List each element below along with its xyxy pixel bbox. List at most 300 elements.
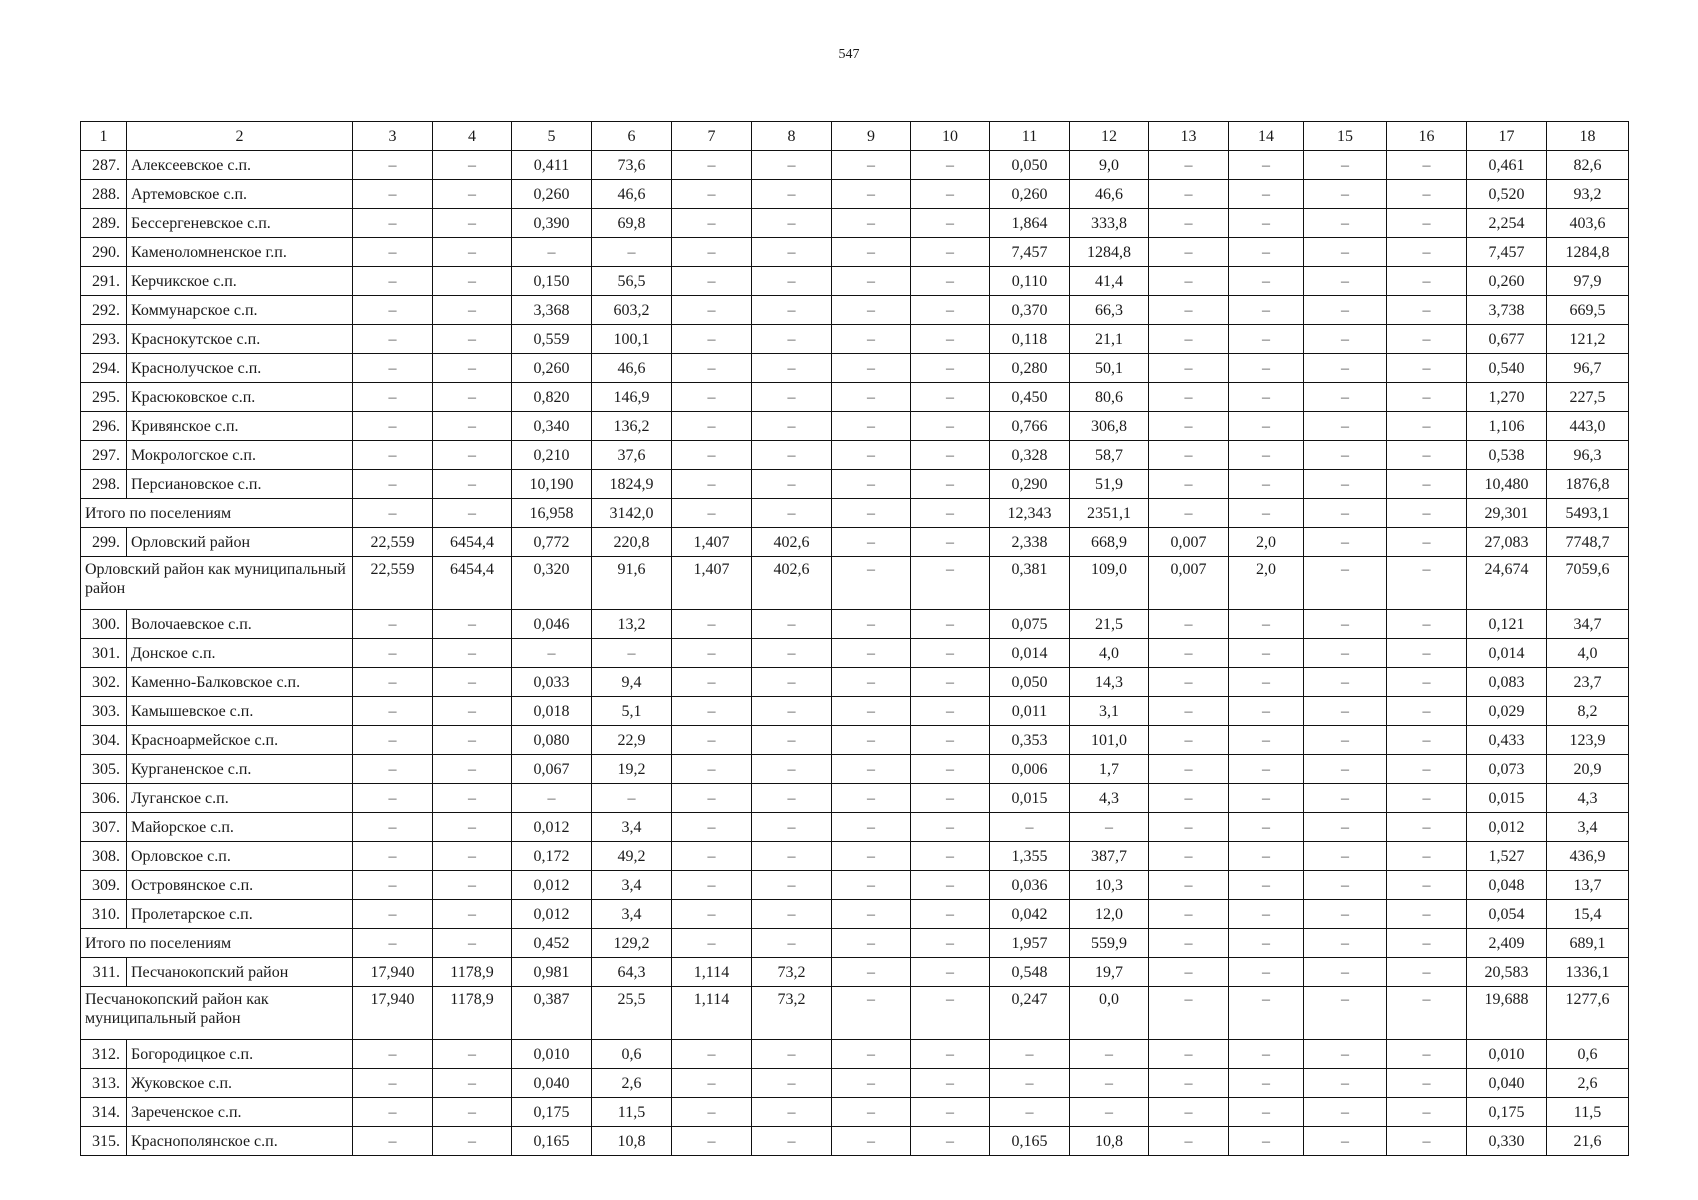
value-cell: – <box>1387 697 1467 726</box>
header-cell: 10 <box>911 122 990 151</box>
value-cell: 1,527 <box>1467 842 1547 871</box>
value-cell: 1178,9 <box>433 958 512 987</box>
value-cell: 1336,1 <box>1547 958 1629 987</box>
value-cell: – <box>433 238 512 267</box>
row-number: 312. <box>81 1040 127 1069</box>
row-number: 295. <box>81 383 127 412</box>
value-cell: – <box>672 354 752 383</box>
value-cell: – <box>1149 383 1229 412</box>
value-cell: – <box>911 1098 990 1127</box>
value-cell: – <box>832 755 911 784</box>
value-cell: – <box>832 1127 911 1156</box>
value-cell: – <box>353 180 433 209</box>
value-cell: – <box>512 238 592 267</box>
value-cell: – <box>911 871 990 900</box>
value-cell: – <box>1070 813 1149 842</box>
value-cell: – <box>911 151 990 180</box>
value-cell: 0,247 <box>990 987 1070 1040</box>
value-cell: – <box>1387 528 1467 557</box>
value-cell: 0,381 <box>990 557 1070 610</box>
value-cell: – <box>433 813 512 842</box>
header-cell: 5 <box>512 122 592 151</box>
value-cell: – <box>752 441 832 470</box>
value-cell: – <box>752 929 832 958</box>
value-cell: – <box>1304 325 1387 354</box>
value-cell: – <box>911 1040 990 1069</box>
value-cell: 402,6 <box>752 528 832 557</box>
value-cell: 2,6 <box>1547 1069 1629 1098</box>
value-cell: 0,033 <box>512 668 592 697</box>
row-name: Орловское с.п. <box>127 842 353 871</box>
value-cell: – <box>1387 987 1467 1040</box>
value-cell: 1284,8 <box>1070 238 1149 267</box>
value-cell: – <box>1149 1040 1229 1069</box>
value-cell: 333,8 <box>1070 209 1149 238</box>
value-cell: 403,6 <box>1547 209 1629 238</box>
table-row <box>81 383 1629 412</box>
value-cell: – <box>1229 354 1304 383</box>
row-number: 299. <box>81 528 127 557</box>
value-cell: – <box>832 958 911 987</box>
value-cell: 4,0 <box>1547 639 1629 668</box>
value-cell: – <box>353 412 433 441</box>
header-cell: 9 <box>832 122 911 151</box>
value-cell: 0,014 <box>990 639 1070 668</box>
value-cell: – <box>1149 697 1229 726</box>
value-cell: – <box>672 610 752 639</box>
value-cell: 0,018 <box>512 697 592 726</box>
row-name: Зареченское с.п. <box>127 1098 353 1127</box>
value-cell: 2,338 <box>990 528 1070 557</box>
value-cell: – <box>1387 470 1467 499</box>
value-cell: – <box>911 1127 990 1156</box>
value-cell: – <box>1387 296 1467 325</box>
value-cell: 0,012 <box>512 871 592 900</box>
table-row <box>81 842 1629 871</box>
value-cell: 13,2 <box>592 610 672 639</box>
row-name: Керчикское с.п. <box>127 267 353 296</box>
value-cell: – <box>911 296 990 325</box>
value-cell: – <box>911 987 990 1040</box>
value-cell: – <box>1070 1069 1149 1098</box>
value-cell: 0,015 <box>1467 784 1547 813</box>
value-cell: – <box>672 267 752 296</box>
table-row <box>81 610 1629 639</box>
value-cell: – <box>1229 726 1304 755</box>
value-cell: – <box>433 900 512 929</box>
value-cell: – <box>752 296 832 325</box>
value-cell: – <box>1387 383 1467 412</box>
value-cell: – <box>1149 1127 1229 1156</box>
value-cell: – <box>752 900 832 929</box>
value-cell: 15,4 <box>1547 900 1629 929</box>
value-cell: – <box>752 238 832 267</box>
value-cell: – <box>353 784 433 813</box>
value-cell: – <box>353 1040 433 1069</box>
value-cell: 1,106 <box>1467 412 1547 441</box>
value-cell: – <box>1149 929 1229 958</box>
value-cell: 2,254 <box>1467 209 1547 238</box>
value-cell: 1,270 <box>1467 383 1547 412</box>
value-cell: 3142,0 <box>592 499 672 528</box>
value-cell: – <box>1387 755 1467 784</box>
header-cell: 12 <box>1070 122 1149 151</box>
row-name: Итого по поселениям <box>81 499 353 528</box>
value-cell: – <box>832 1040 911 1069</box>
value-cell: – <box>1304 383 1387 412</box>
value-cell: 0,050 <box>990 151 1070 180</box>
value-cell: – <box>1387 1069 1467 1098</box>
value-cell: – <box>1387 180 1467 209</box>
value-cell: – <box>672 842 752 871</box>
value-cell: – <box>1149 639 1229 668</box>
value-cell: 46,6 <box>592 354 672 383</box>
value-cell: 51,9 <box>1070 470 1149 499</box>
page-number: 547 <box>838 47 860 62</box>
value-cell: – <box>353 1127 433 1156</box>
value-cell: – <box>1304 668 1387 697</box>
value-cell: 96,7 <box>1547 354 1629 383</box>
value-cell: – <box>353 900 433 929</box>
value-cell: 6454,4 <box>433 557 512 610</box>
value-cell: 4,3 <box>1070 784 1149 813</box>
value-cell: – <box>1070 1040 1149 1069</box>
data-table <box>80 121 1629 1156</box>
table-row <box>81 987 1629 1040</box>
value-cell: 2,409 <box>1467 929 1547 958</box>
value-cell: – <box>911 528 990 557</box>
value-cell: – <box>433 151 512 180</box>
value-cell: – <box>1149 1098 1229 1127</box>
value-cell: – <box>1229 755 1304 784</box>
value-cell: – <box>911 354 990 383</box>
table-row <box>81 668 1629 697</box>
value-cell: 3,4 <box>592 900 672 929</box>
value-cell: – <box>832 238 911 267</box>
value-cell: – <box>752 325 832 354</box>
value-cell: – <box>433 296 512 325</box>
value-cell: – <box>1304 209 1387 238</box>
value-cell: – <box>1149 1069 1229 1098</box>
value-cell: 306,8 <box>1070 412 1149 441</box>
value-cell: – <box>752 499 832 528</box>
value-cell: 0,370 <box>990 296 1070 325</box>
value-cell: – <box>911 842 990 871</box>
value-cell: – <box>1229 267 1304 296</box>
value-cell: – <box>353 151 433 180</box>
value-cell: 22,9 <box>592 726 672 755</box>
value-cell: – <box>832 1098 911 1127</box>
value-cell: 0,450 <box>990 383 1070 412</box>
value-cell: – <box>672 900 752 929</box>
value-cell: 0,766 <box>990 412 1070 441</box>
value-cell: 101,0 <box>1070 726 1149 755</box>
header-cell: 16 <box>1387 122 1467 151</box>
value-cell: – <box>1304 755 1387 784</box>
value-cell: – <box>832 639 911 668</box>
table-row <box>81 697 1629 726</box>
value-cell: – <box>672 441 752 470</box>
value-cell: – <box>1149 354 1229 383</box>
value-cell: 0,046 <box>512 610 592 639</box>
value-cell: – <box>911 1069 990 1098</box>
value-cell: 0,559 <box>512 325 592 354</box>
table-row <box>81 1127 1629 1156</box>
value-cell: – <box>433 639 512 668</box>
value-cell: – <box>1149 412 1229 441</box>
value-cell: – <box>832 151 911 180</box>
value-cell: 0,387 <box>512 987 592 1040</box>
value-cell: 0,121 <box>1467 610 1547 639</box>
value-cell: 0,820 <box>512 383 592 412</box>
value-cell: 0,353 <box>990 726 1070 755</box>
row-number: 307. <box>81 813 127 842</box>
value-cell: – <box>1387 639 1467 668</box>
row-name: Краснолучское с.п. <box>127 354 353 383</box>
value-cell: – <box>1229 238 1304 267</box>
value-cell: – <box>1149 180 1229 209</box>
value-cell: – <box>1304 1069 1387 1098</box>
value-cell: – <box>911 238 990 267</box>
value-cell: 123,9 <box>1547 726 1629 755</box>
value-cell: 0,330 <box>1467 1127 1547 1156</box>
table-row <box>81 1098 1629 1127</box>
value-cell: 19,2 <box>592 755 672 784</box>
value-cell: 0,260 <box>1467 267 1547 296</box>
value-cell: – <box>1304 1127 1387 1156</box>
value-cell: – <box>752 726 832 755</box>
value-cell: – <box>1149 813 1229 842</box>
value-cell: – <box>911 470 990 499</box>
value-cell: – <box>1387 871 1467 900</box>
value-cell: 0,073 <box>1467 755 1547 784</box>
value-cell: – <box>1229 900 1304 929</box>
value-cell: – <box>433 267 512 296</box>
value-cell: – <box>1229 1040 1304 1069</box>
row-name: Песчанокопский район как муниципальный район <box>81 987 353 1040</box>
value-cell: – <box>1229 668 1304 697</box>
row-name: Донское с.п. <box>127 639 353 668</box>
row-number: 303. <box>81 697 127 726</box>
value-cell: – <box>832 557 911 610</box>
value-cell: – <box>1149 842 1229 871</box>
value-cell: 402,6 <box>752 557 832 610</box>
value-cell: – <box>1304 726 1387 755</box>
value-cell: 29,301 <box>1467 499 1547 528</box>
value-cell: – <box>911 180 990 209</box>
row-number: 297. <box>81 441 127 470</box>
value-cell: 0,411 <box>512 151 592 180</box>
value-cell: – <box>990 1069 1070 1098</box>
value-cell: – <box>1229 987 1304 1040</box>
value-cell: – <box>752 697 832 726</box>
value-cell: – <box>353 1098 433 1127</box>
table-row <box>81 354 1629 383</box>
value-cell: – <box>1387 610 1467 639</box>
value-cell: – <box>832 412 911 441</box>
table-row <box>81 900 1629 929</box>
value-cell: – <box>832 813 911 842</box>
value-cell: 73,6 <box>592 151 672 180</box>
value-cell: – <box>832 1069 911 1098</box>
row-name: Алексеевское с.п. <box>127 151 353 180</box>
header-cell: 1 <box>81 122 127 151</box>
value-cell: 0,040 <box>1467 1069 1547 1098</box>
value-cell: 21,5 <box>1070 610 1149 639</box>
value-cell: 0,452 <box>512 929 592 958</box>
value-cell: – <box>832 987 911 1040</box>
row-number: 287. <box>81 151 127 180</box>
value-cell: 1,864 <box>990 209 1070 238</box>
value-cell: 0,012 <box>512 900 592 929</box>
value-cell: – <box>1229 784 1304 813</box>
value-cell: 0,040 <box>512 1069 592 1098</box>
table-row <box>81 784 1629 813</box>
value-cell: – <box>672 1040 752 1069</box>
value-cell: – <box>433 1069 512 1098</box>
table-body <box>81 122 1629 1156</box>
value-cell: 0,328 <box>990 441 1070 470</box>
value-cell: 9,4 <box>592 668 672 697</box>
value-cell: 0,050 <box>990 668 1070 697</box>
table-row <box>81 1069 1629 1098</box>
value-cell: – <box>752 412 832 441</box>
value-cell: – <box>1387 813 1467 842</box>
row-number: 304. <box>81 726 127 755</box>
value-cell: – <box>1229 929 1304 958</box>
value-cell: – <box>353 383 433 412</box>
value-cell: 10,3 <box>1070 871 1149 900</box>
value-cell: 0,981 <box>512 958 592 987</box>
value-cell: – <box>832 871 911 900</box>
value-cell: 12,343 <box>990 499 1070 528</box>
value-cell: 58,7 <box>1070 441 1149 470</box>
value-cell: – <box>1387 325 1467 354</box>
value-cell: – <box>1387 354 1467 383</box>
value-cell: 436,9 <box>1547 842 1629 871</box>
value-cell: 7059,6 <box>1547 557 1629 610</box>
table-row <box>81 813 1629 842</box>
value-cell: – <box>672 755 752 784</box>
value-cell: 136,2 <box>592 412 672 441</box>
value-cell: – <box>990 1098 1070 1127</box>
value-cell: – <box>1387 557 1467 610</box>
value-cell: 0,175 <box>512 1098 592 1127</box>
value-cell: 3,4 <box>1547 813 1629 842</box>
value-cell: 22,559 <box>353 557 433 610</box>
header-cell: 14 <box>1229 122 1304 151</box>
value-cell: 34,7 <box>1547 610 1629 639</box>
value-cell: – <box>1304 441 1387 470</box>
value-cell: – <box>911 209 990 238</box>
row-name: Камышевское с.п. <box>127 697 353 726</box>
value-cell: 603,2 <box>592 296 672 325</box>
value-cell: 0,036 <box>990 871 1070 900</box>
value-cell: 443,0 <box>1547 412 1629 441</box>
value-cell: 6454,4 <box>433 528 512 557</box>
value-cell: – <box>832 470 911 499</box>
value-cell: – <box>672 813 752 842</box>
table-row <box>81 557 1629 610</box>
value-cell: 46,6 <box>1070 180 1149 209</box>
value-cell: 25,5 <box>592 987 672 1040</box>
value-cell: 19,688 <box>1467 987 1547 1040</box>
header-cell: 6 <box>592 122 672 151</box>
value-cell: – <box>1304 296 1387 325</box>
value-cell: 10,480 <box>1467 470 1547 499</box>
value-cell: 0,540 <box>1467 354 1547 383</box>
value-cell: – <box>990 813 1070 842</box>
value-cell: – <box>1149 267 1229 296</box>
value-cell: – <box>832 784 911 813</box>
row-number: 311. <box>81 958 127 987</box>
value-cell: – <box>353 668 433 697</box>
value-cell: 21,6 <box>1547 1127 1629 1156</box>
table-row <box>81 325 1629 354</box>
value-cell: – <box>1304 180 1387 209</box>
value-cell: 4,3 <box>1547 784 1629 813</box>
value-cell: – <box>1387 1127 1467 1156</box>
value-cell: – <box>911 755 990 784</box>
value-cell: – <box>1229 1098 1304 1127</box>
value-cell: – <box>672 209 752 238</box>
value-cell: – <box>1149 238 1229 267</box>
value-cell: – <box>433 412 512 441</box>
row-name: Песчанокопский район <box>127 958 353 987</box>
value-cell: – <box>672 325 752 354</box>
row-name: Мокрологское с.п. <box>127 441 353 470</box>
value-cell: 0,010 <box>512 1040 592 1069</box>
value-cell: 9,0 <box>1070 151 1149 180</box>
value-cell: 0,6 <box>1547 1040 1629 1069</box>
value-cell: 0,110 <box>990 267 1070 296</box>
value-cell: – <box>512 639 592 668</box>
row-name: Бессергеневское с.п. <box>127 209 353 238</box>
value-cell: – <box>1304 987 1387 1040</box>
value-cell: 0,0 <box>1070 987 1149 1040</box>
value-cell: – <box>433 441 512 470</box>
value-cell: – <box>752 1127 832 1156</box>
row-name: Богородицкое с.п. <box>127 1040 353 1069</box>
value-cell: – <box>353 325 433 354</box>
row-number: 302. <box>81 668 127 697</box>
value-cell: – <box>832 610 911 639</box>
value-cell: – <box>911 639 990 668</box>
row-number: 309. <box>81 871 127 900</box>
value-cell: – <box>353 354 433 383</box>
table-row <box>81 412 1629 441</box>
value-cell: – <box>1304 1098 1387 1127</box>
value-cell: – <box>1304 639 1387 668</box>
value-cell: – <box>1229 499 1304 528</box>
row-number: 288. <box>81 180 127 209</box>
value-cell: – <box>1229 958 1304 987</box>
value-cell: – <box>1149 871 1229 900</box>
table-row <box>81 499 1629 528</box>
value-cell: – <box>433 499 512 528</box>
value-cell: 2351,1 <box>1070 499 1149 528</box>
value-cell: – <box>1149 325 1229 354</box>
value-cell: 0,772 <box>512 528 592 557</box>
value-cell: – <box>353 499 433 528</box>
value-cell: 0,118 <box>990 325 1070 354</box>
value-cell: – <box>1070 1098 1149 1127</box>
value-cell: 11,5 <box>1547 1098 1629 1127</box>
value-cell: 0,260 <box>990 180 1070 209</box>
value-cell: – <box>990 1040 1070 1069</box>
value-cell: – <box>1304 499 1387 528</box>
value-cell: 0,015 <box>990 784 1070 813</box>
